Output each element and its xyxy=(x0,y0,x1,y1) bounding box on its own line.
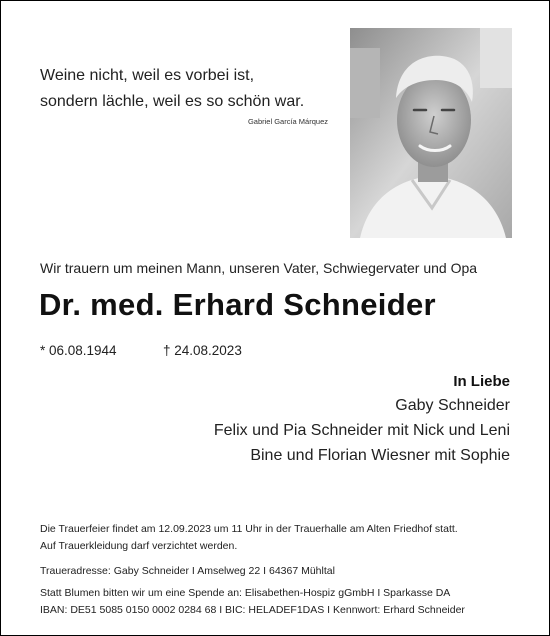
death-date: † 24.08.2023 xyxy=(163,343,242,358)
family-heading: In Liebe xyxy=(453,373,510,390)
mourning-intro: Wir trauern um meinen Mann, unseren Vater, Schwiegervater und Opa xyxy=(40,260,478,276)
mourning-address: Traueradresse: Gaby Schneider I Amselweg 22 I 64367 Mühltal xyxy=(40,565,335,577)
family-member: Felix und Pia Schneider mit Nick und Leni xyxy=(213,422,510,439)
donation-line-1: Statt Blumen bitten wir um eine Spende an: Elisabethen-Hospiz gGmbH I Sparkasse DA xyxy=(40,587,451,599)
family-signatures xyxy=(214,371,510,468)
donation-line-2: IBAN: DE51 5085 0150 0002 0284 68 I BIC: HELADEF1DAS I Kennwort: Erhard Schneider xyxy=(40,604,465,616)
portrait-image xyxy=(350,28,512,238)
family-member: Bine und Florian Wiesner mit Sophie xyxy=(250,447,510,464)
quote-line-2: sondern lächle, weil es so schön war. xyxy=(40,93,305,110)
funeral-line-1: Die Trauerfeier findet am 12.09.2023 um 11 Uhr in der Trauerhalle am Alten Friedhof statt. xyxy=(40,523,458,535)
donation-info xyxy=(40,585,465,619)
quote-line-1: Weine nicht, weil es vorbei ist, xyxy=(40,67,255,84)
portrait-photo xyxy=(350,28,512,238)
family-member: Gaby Schneider xyxy=(395,397,510,414)
deceased-name: Dr. med. Erhard Schneider xyxy=(39,287,436,322)
quote-block xyxy=(40,63,340,126)
quote-author: Gabriel García Márquez xyxy=(247,117,328,126)
funeral-info xyxy=(40,521,458,555)
birth-date: * 06.08.1944 xyxy=(40,343,117,358)
funeral-line-2: Auf Trauerkleidung darf verzichtet werden. xyxy=(40,540,238,552)
